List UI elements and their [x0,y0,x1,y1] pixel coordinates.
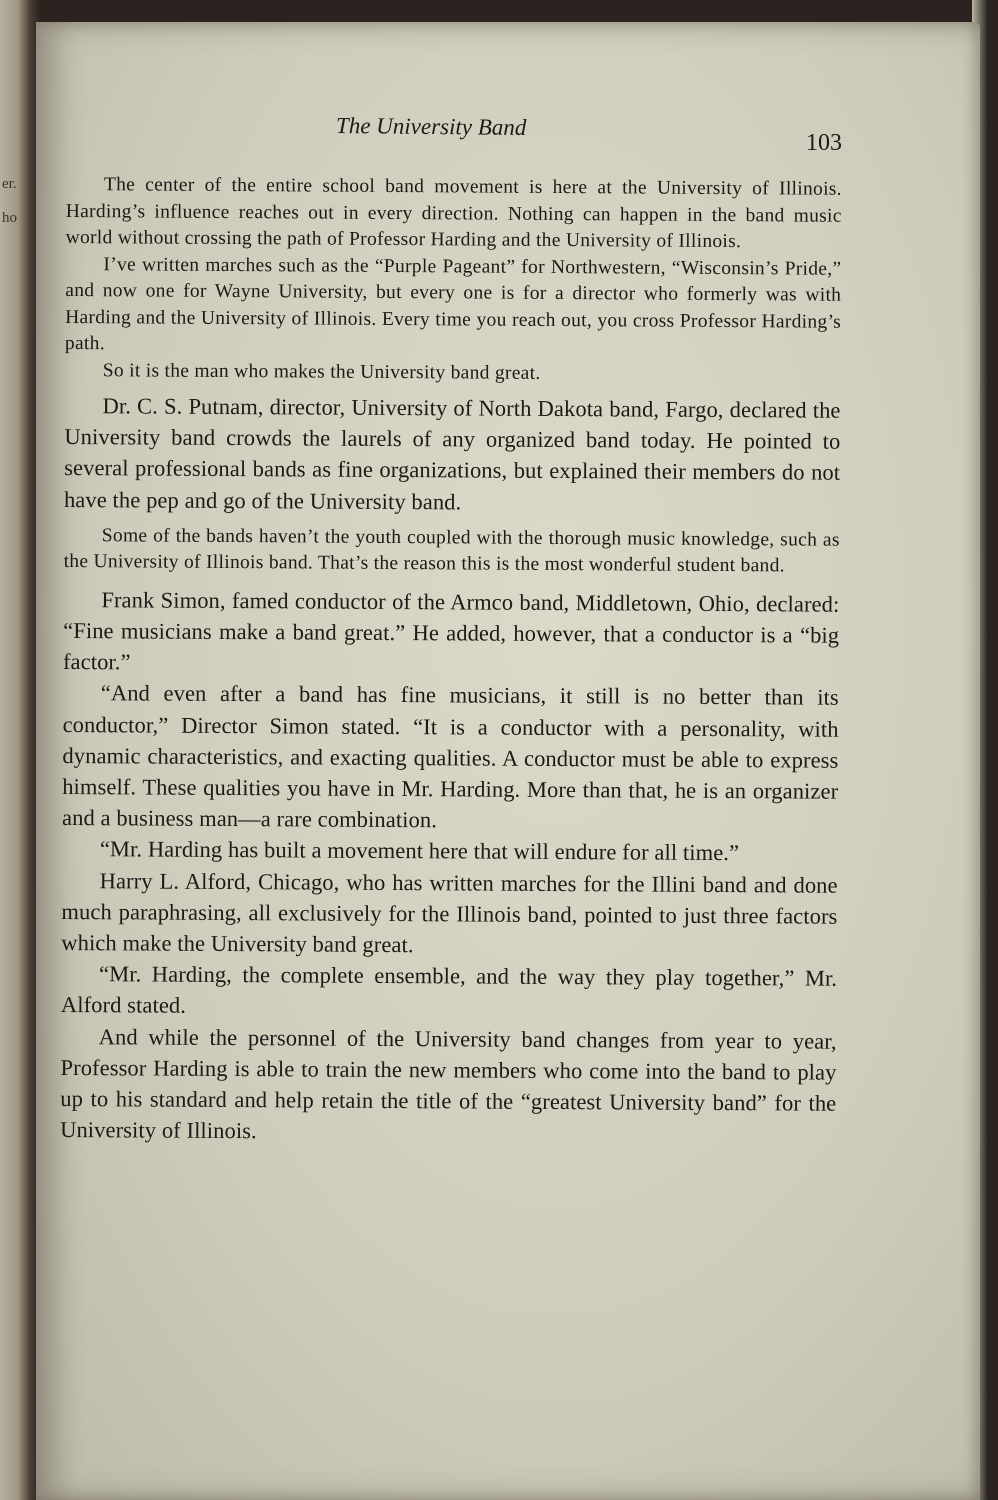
running-head: The University Band [335,113,527,140]
paragraph: And while the personnel of the University band changes from year to year, Professor Harding is able to train the new members who come into the band to play up to his standard and help retain the title of the “greatest University band” for the University of Illinois. [60,1023,837,1144]
paragraph: I’ve written marches such as the “Purple Pageant” for Northwestern, “Wisconsin’s Pride,” and now one for Wayne University, but every one is for a director who formerly was with Harding and the University of Illinois. Every time you reach out, you cross Professor Harding’s path. [64,253,842,355]
paragraph: Some of the bands haven’t the youth coupled with the thorough music knowledge, such as the University of Illinois band. That’s the reason this is the most wonderful student band. [63,525,840,577]
paragraph: So it is the man who makes the University band great. [102,359,541,384]
page-number: 103 [806,130,842,156]
book-page [36,22,980,1500]
left-page-text-fragment: er. [2,176,17,192]
left-page-text-fragment: ho [2,210,17,226]
page-body [60,172,842,1150]
paragraph: “Mr. Harding has built a movement here that will endure for all time.” [99,836,740,866]
paragraph: Frank Simon, famed conductor of the Armco band, Middletown, Ohio, declared: “Fine musicians make a band great.” He added, however, that a conductor is a “big factor.” [62,587,840,675]
paragraph: Dr. C. S. Putnam, director, University of North Dakota band, Fargo, declared the University band crowds the laurels of any organized band today. He pointed to several professional bands as fine organizations, but explained their members do not have the pep and go of the University band. [63,393,841,515]
paragraph: Harry L. Alford, Chicago, who has written marches for the Illini band and done much paraphrasing, all exclusively for the Illinois band, pointed to just three factors which make the University band great. [61,867,838,958]
paragraph: “And even after a band has fine musicians, it still is no better than its conductor,” Director Simon stated. “It is a conductor with a personality, with dynamic characteristics, and exacting qualities. A conductor must be able to express himself. These qualities you have in Mr. Harding. More than that, he is an organizer and a business man—a rare combination. [61,680,839,833]
paragraph: The center of the entire school band movement is here at the University of Illinois. Harding’s influence reaches out in every direction. Nothing can happen in the band music world without crossing the path of Professor Harding and the University of Illinois. [65,174,842,253]
paragraph: “Mr. Harding, the complete ensemble, and the way they play together,” Mr. Alford stated. [60,961,838,1019]
